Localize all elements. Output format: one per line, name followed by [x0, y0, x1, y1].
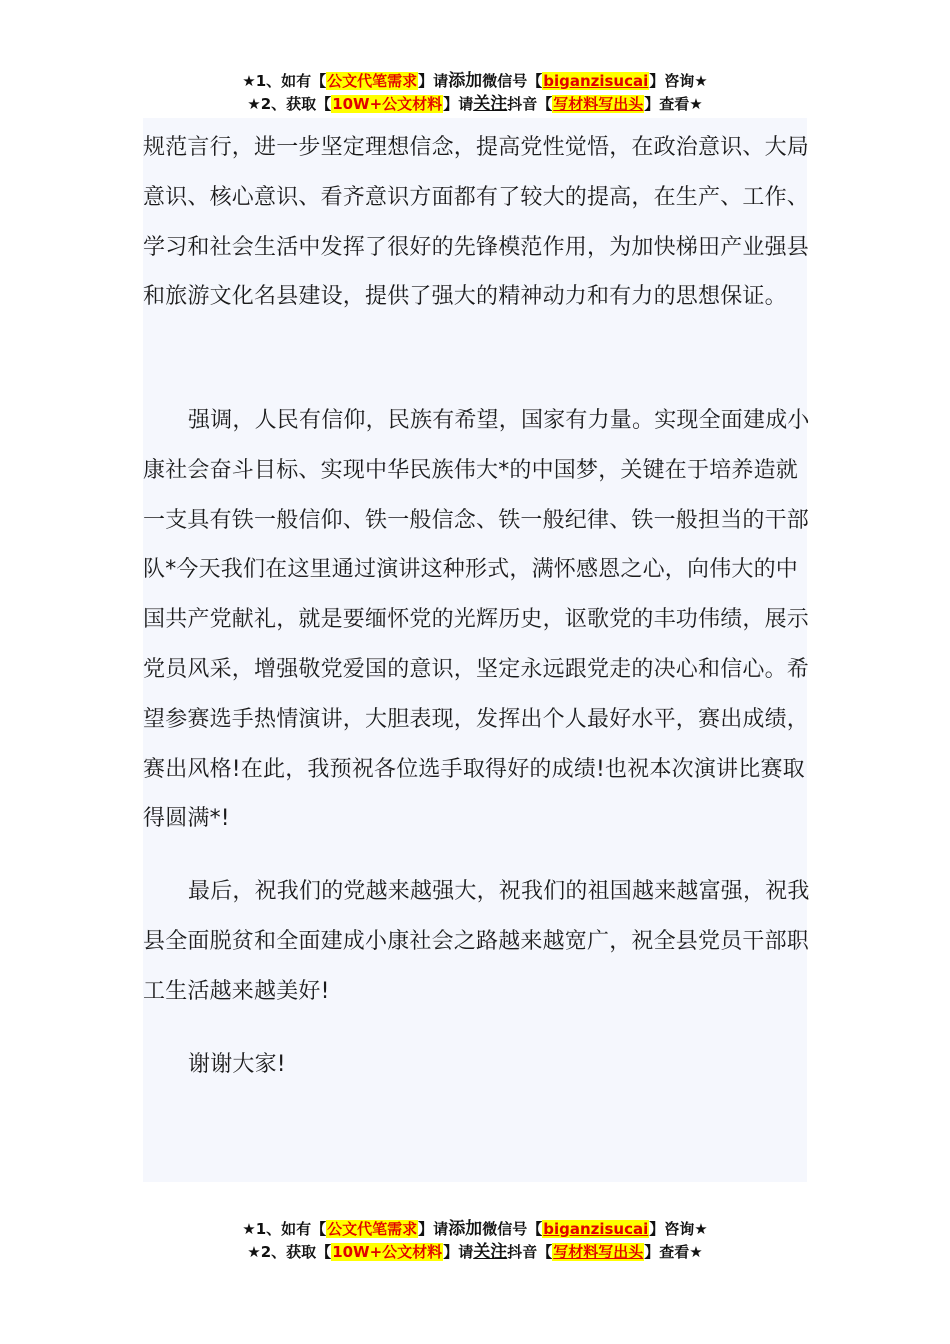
banner-text: 】查看★ [644, 95, 703, 113]
banner-text: 2、获取【 [260, 1243, 332, 1261]
banner-text: 抖音【 [507, 95, 553, 113]
banner-text: 1、如有【 [255, 72, 327, 90]
banner-line-1 [0, 70, 950, 93]
paragraph-2: 强调，人民有信仰，民族有希望，国家有力量。实现全面建成小康社会奋斗目标、实现中华民族伟大*的中国梦，关键在于培养造就一支具有铁一般信仰、铁一般信念、铁一般纪律、铁一般担当的干部队*今天我们在这里通过演讲这种形式，满怀感恩之心，向伟大的中国共产党献礼，就是要缅怀党的光辉历史，讴歌党的丰功伟绩，展示党员风采，增强敬党爱国的意识，坚定永远跟党走的决心和信心。希望参赛选手热情演讲，大胆表现，发挥出个人最好水平，赛出成绩，赛出风格!在此，我预祝各位选手取得好的成绩!也祝本次演讲比赛取得圆满*! [143, 408, 810, 832]
star-icon: ★ [247, 1243, 261, 1261]
star-icon: ★ [242, 72, 256, 90]
star-icon: ★ [247, 95, 261, 113]
highlight-materials: 10W+公文材料 [332, 95, 443, 113]
highlight-materials: 10W+公文材料 [332, 1243, 443, 1261]
banner-text: 】咨询★ [649, 1220, 708, 1238]
wechat-id[interactable]: biganzisucai [543, 72, 649, 90]
banner-text: 1、如有【 [255, 1220, 327, 1238]
banner-text: 】请 [418, 72, 449, 90]
emphasis-text: 关注 [473, 94, 508, 114]
wechat-id[interactable]: biganzisucai [543, 1220, 649, 1238]
banner-text: 】请 [443, 95, 474, 113]
banner-text: 微信号【 [482, 1220, 543, 1238]
paragraph-4: 谢谢大家! [188, 1052, 286, 1077]
banner-line-1 [0, 1218, 950, 1241]
banner-text: 微信号【 [482, 72, 543, 90]
banner-text: 抖音【 [507, 1243, 553, 1261]
banner-text: 】请 [418, 1220, 449, 1238]
banner-text: 】请 [443, 1243, 474, 1261]
paragraph-1: 规范言行，进一步坚定理想信念，提高党性觉悟，在政治意识、大局意识、核心意识、看齐意识方面都有了较大的提高，在生产、工作、学习和社会生活中发挥了很好的先锋模范作用，为加快梯田产业强县和旅游文化名县建设，提供了强大的精神动力和有力的思想保证。 [143, 135, 810, 310]
douyin-account[interactable]: 写材料写出头 [553, 1243, 644, 1261]
banner-text: 2、获取【 [260, 95, 332, 113]
emphasis-text: 关注 [473, 1242, 508, 1262]
banner-text: 】查看★ [644, 1243, 703, 1261]
highlight-service: 公文代笔需求 [327, 1220, 418, 1238]
emphasis-text: 添加 [448, 71, 483, 91]
banner-line-2 [0, 1241, 950, 1264]
highlight-service: 公文代笔需求 [327, 72, 418, 90]
emphasis-text: 添加 [448, 1219, 483, 1239]
banner-line-2 [0, 93, 950, 116]
header-banner [0, 70, 950, 116]
douyin-account[interactable]: 写材料写出头 [553, 95, 644, 113]
banner-text: 】咨询★ [649, 72, 708, 90]
star-icon: ★ [242, 1220, 256, 1238]
footer-banner [0, 1218, 950, 1264]
paragraph-3: 最后，祝我们的党越来越强大，祝我们的祖国越来越富强，祝我县全面脱贫和全面建成小康社会之路越来越宽广，祝全县党员干部职工生活越来越美好! [143, 879, 810, 1004]
